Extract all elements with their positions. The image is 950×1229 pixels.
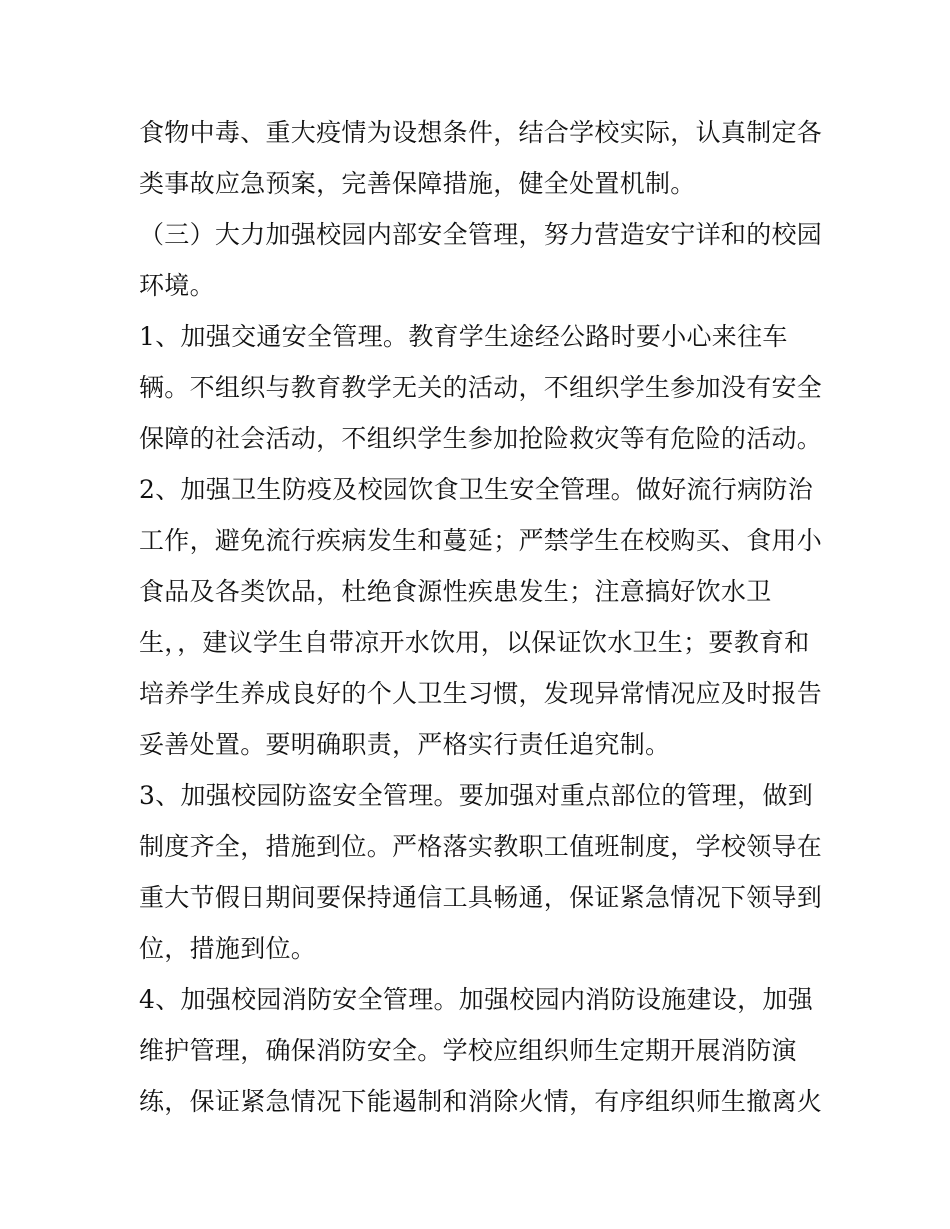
item-2-line: 培养学生养成良好的个人卫生习惯，发现异常情况应及时报告 xyxy=(139,679,823,708)
item-1-line: 1、加强交通安全管理。教育学生途经公路时要小心来往车 xyxy=(139,322,788,351)
item-3-line: 制度齐全，措施到位。严格落实教职工值班制度，学校领导在 xyxy=(139,832,823,861)
document-body xyxy=(139,107,829,1127)
item-2-line: 食品及各类饮品，杜绝食源性疾患发生；注意搞好饮水卫 xyxy=(139,577,772,606)
item-3-line: 位，措施到位。 xyxy=(139,934,317,963)
item-4-line: 4、加强校园消防安全管理。加强校园内消防设施建设，加强 xyxy=(139,985,814,1014)
section-heading: （三）大力加强校园内部安全管理，努力营造安宁详和的校园 xyxy=(139,220,823,249)
item-3-line: 3、加强校园防盗安全管理。要加强对重点部位的管理，做到 xyxy=(139,781,814,810)
item-1-line: 保障的社会活动，不组织学生参加抢险救灾等有危险的活动。 xyxy=(139,424,823,453)
text-line: 食物中毒、重大疫情为设想条件，结合学校实际，认真制定各 xyxy=(139,118,823,147)
item-4-line: 练，保证紧急情况下能遏制和消除火情，有序组织师生撤离火 xyxy=(139,1087,823,1116)
item-3-line: 重大节假日期间要保持通信工具畅通，保证紧急情况下领导到 xyxy=(139,883,823,912)
item-2-line: 工作，避免流行疾病发生和蔓延；严禁学生在校购买、食用小 xyxy=(139,526,823,555)
item-2-line: 妥善处置。要明确职责，严格实行责任追究制。 xyxy=(139,730,671,759)
item-4-line: 维护管理，确保消防安全。学校应组织师生定期开展消防演 xyxy=(139,1036,797,1065)
item-2-line: 2、加强卫生防疫及校园饮食卫生安全管理。做好流行病防治 xyxy=(139,475,814,504)
item-1-line: 辆。不组织与教育教学无关的活动，不组织学生参加没有安全 xyxy=(139,373,823,402)
item-2-line: 生，，建议学生自带凉开水饮用，以保证饮水卫生；要教育和 xyxy=(139,628,810,657)
section-heading-continued: 环境。 xyxy=(139,271,215,300)
text-line: 类事故应急预案，完善保障措施，健全处置机制。 xyxy=(139,169,696,198)
